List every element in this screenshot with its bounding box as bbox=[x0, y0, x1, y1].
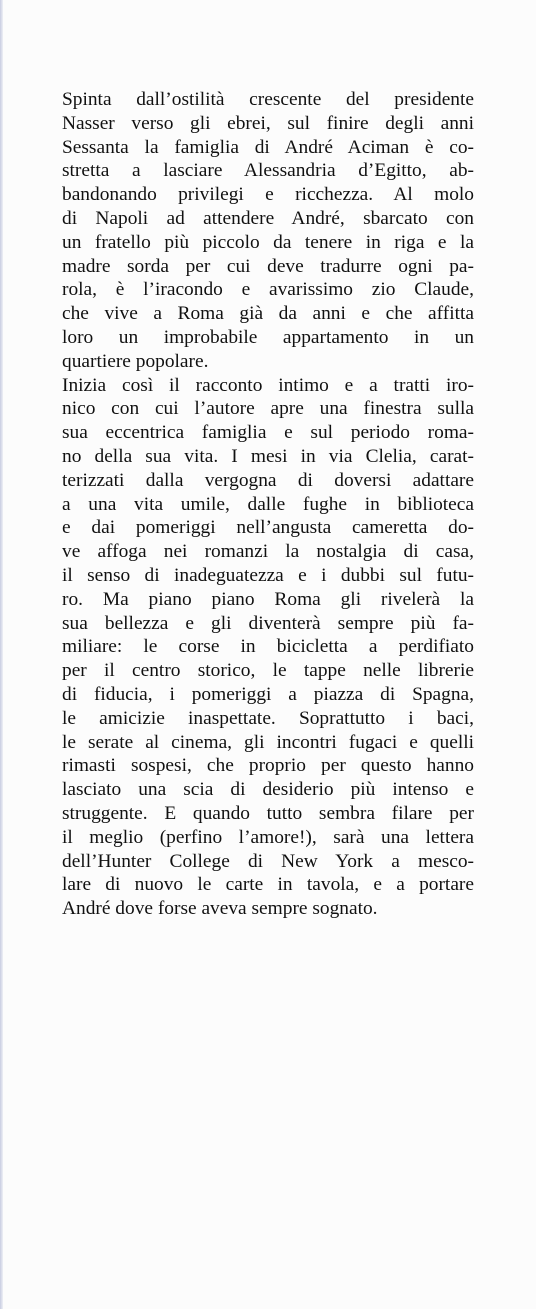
text-line: il senso di inadeguatezza e i dubbi sul futu- bbox=[62, 564, 474, 586]
text-line: André dove forse aveva sempre sognato. bbox=[62, 898, 378, 920]
text-line: le amicizie inaspettate. Soprattutto i baci, bbox=[62, 707, 474, 729]
text-line: no della sua vita. I mesi in via Clelia, carat- bbox=[62, 445, 474, 467]
text-line: Spinta dall’ostilità crescente del presidente bbox=[62, 89, 474, 110]
blurb-text bbox=[62, 88, 474, 921]
text-line: lasciato una scia di desiderio più intenso e bbox=[62, 779, 474, 801]
text-line: bandonando privilegi e ricchezza. Al molo bbox=[62, 184, 474, 206]
text-line: stretta a lasciare Alessandria d’Egitto, ab- bbox=[62, 160, 474, 182]
text-line: le serate al cinema, gli incontri fugaci e quelli bbox=[62, 731, 474, 753]
text-line: lare di nuovo le carte in tavola, e a portare bbox=[62, 874, 474, 896]
text-line: struggente. E quando tutto sembra filare per bbox=[62, 802, 474, 824]
text-line: Sessanta la famiglia di André Aciman è co- bbox=[62, 136, 474, 158]
text-line: rola, è l’iracondo e avarissimo zio Claude, bbox=[62, 279, 474, 301]
text-line: un fratello più piccolo da tenere in riga e la bbox=[62, 231, 474, 253]
paragraph bbox=[62, 88, 474, 374]
text-line: dell’Hunter College di New York a mesco- bbox=[62, 850, 474, 872]
text-line: di Napoli ad attendere André, sbarcato con bbox=[62, 207, 474, 229]
text-line: sua bellezza e gli diventerà sempre più fa- bbox=[62, 612, 474, 634]
text-line: miliare: le corse in bicicletta a perdifiato bbox=[62, 636, 474, 658]
page-left-edge bbox=[0, 0, 3, 1309]
text-line: che vive a Roma già da anni e che affitta bbox=[62, 303, 474, 325]
text-line: nico con cui l’autore apre una finestra sulla bbox=[62, 398, 474, 420]
text-line: Inizia così il racconto intimo e a tratti iro- bbox=[62, 374, 474, 396]
text-line: Nasser verso gli ebrei, sul finire degli anni bbox=[62, 112, 474, 134]
text-line: di fiducia, i pomeriggi a piazza di Spagna, bbox=[62, 683, 474, 705]
text-line: a una vita umile, dalle fughe in biblioteca bbox=[62, 493, 474, 515]
text-line: ro. Ma piano piano Roma gli rivelerà la bbox=[62, 588, 474, 610]
text-line: rimasti sospesi, che proprio per questo hanno bbox=[62, 755, 474, 777]
text-line: ve affoga nei romanzi la nostalgia di casa, bbox=[62, 541, 474, 563]
text-line: terizzati dalla vergogna di doversi adattare bbox=[62, 469, 474, 491]
text-line: madre sorda per cui deve tradurre ogni pa- bbox=[62, 255, 474, 277]
text-line: il meglio (perfino l’amore!), sarà una lettera bbox=[62, 826, 474, 848]
text-line: quartiere popolare. bbox=[62, 350, 209, 372]
text-line: loro un improbabile appartamento in un bbox=[62, 326, 474, 348]
text-line: per il centro storico, le tappe nelle librerie bbox=[62, 660, 474, 682]
text-line: e dai pomeriggi nell’angusta cameretta do- bbox=[62, 517, 474, 539]
text-line: sua eccentrica famiglia e sul periodo roma- bbox=[62, 422, 474, 444]
paragraph bbox=[62, 374, 474, 921]
